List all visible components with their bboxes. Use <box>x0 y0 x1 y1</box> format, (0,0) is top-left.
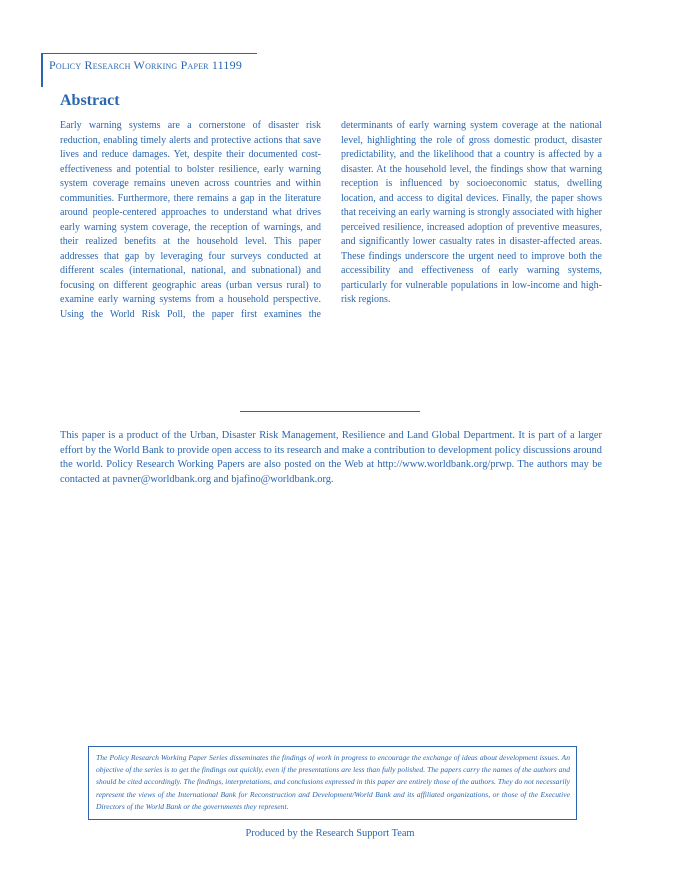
disclaimer-text: The Policy Research Working Paper Series disseminates the findings of work in progress to encourage the exchange of ideas about development issues. An objective of the series is to get the findings out quickly, even if the presentations are less than fully polished. The papers carry the names of the authors and should be cited accordingly. The findings, interpretations, and conclusions expressed in this paper are entirely those of the authors. They do not necessarily represent the views of the International Bank for Reconstruction and Development/World Bank and its affiliated organizations, or those of the Executive Directors of the World Bank or the governments they represent. <box>96 753 570 811</box>
section-divider <box>240 411 420 412</box>
series-title: Policy Research Working Paper 11199 <box>49 58 243 72</box>
product-note: This paper is a product of the Urban, Disaster Risk Management, Resilience and Land Global Department. It is part of a larger effort by the World Bank to provide open access to its research and make a contribution to development policy discussions around the world. Policy Research Working Papers are also posted on the Web at http://www.worldbank.org/prwp. The authors may be contacted at pavner@worldbank.org and bjafino@worldbank.org. <box>60 430 602 485</box>
produced-by-credit: Produced by the Research Support Team <box>245 828 415 839</box>
series-header <box>41 53 257 87</box>
abstract-heading: Abstract <box>60 92 120 109</box>
disclaimer-box <box>88 746 577 820</box>
abstract-body: Early warning systems are a cornerstone of disaster risk reduction, enabling timely alerts and protective actions that save lives and reduce damages. Yet, despite their documented cost-effectiveness and potential to bolster resilience, early warning system coverage remains uneven across countries and within communities. Furthermore, there remains a gap in the literature around people-centered approaches to understand what drives early warning system coverage, the reception of warnings, and their realized benefits at the household level. This paper addresses that gap by leveraging four surveys conducted at different scales (international, national, and subnational) and focusing on different geographic areas (urban versus rural) to examine early warning systems from a household perspective. Using the World Risk Poll, the paper first examines the determinants of early warning system coverage at the national level, highlighting the role of gross domestic product, disaster predictability, and the likelihood that a country is affected by a disaster. At the household level, the findings show that warning reception is influenced by socioeconomic status, dwelling location, and access to digital devices. Finally, the paper shows that receiving an early warning is strongly associated with higher perceived resilience, increased adoption of preventive measures, and significantly lower casualty rates in disaster-affected areas. These findings underscore the urgent need to improve both the accessibility and effectiveness of early warning systems, particularly for vulnerable populations in low-income and high-risk regions. <box>60 120 602 320</box>
